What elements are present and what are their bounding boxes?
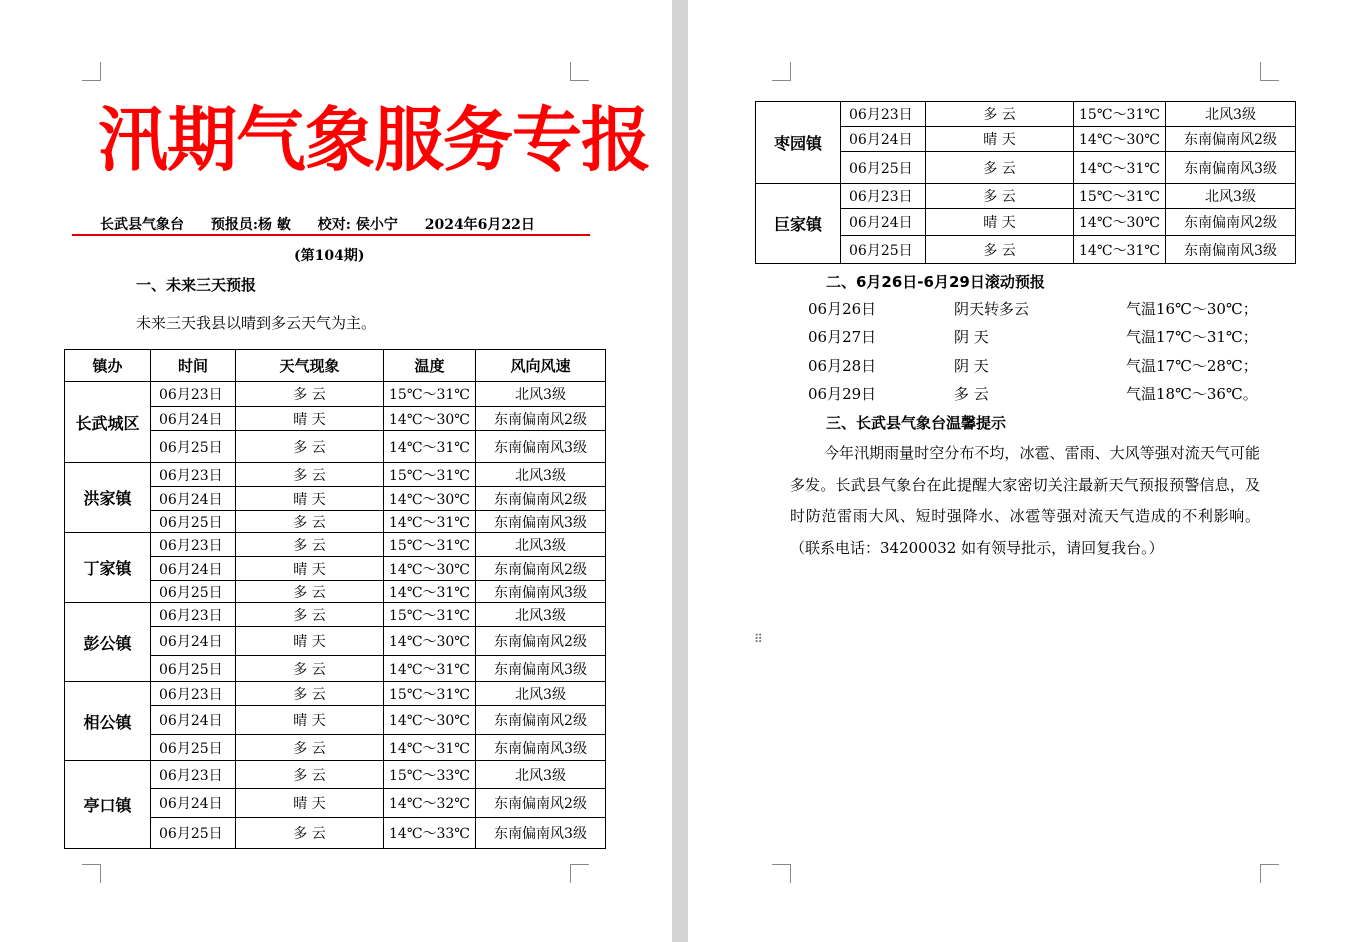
- date-cell: 06月23日: [151, 761, 236, 789]
- wind-cell: 东南偏南风3级: [476, 431, 606, 463]
- temperature-cell: 15℃～31℃: [1074, 184, 1166, 209]
- header-wind: 风向风速: [476, 350, 606, 382]
- town-name-cell: 亭口镇: [65, 761, 151, 849]
- wind-cell: 北风3级: [1166, 184, 1296, 209]
- wind-cell: 东南偏南风2级: [1166, 127, 1296, 152]
- move-handle-icon[interactable]: ⠿: [754, 632, 763, 646]
- date-cell: 06月23日: [841, 102, 926, 127]
- weather-cell: 多 云: [236, 603, 384, 627]
- temperature-cell: 14℃～31℃: [384, 431, 476, 463]
- wind-cell: 北风3级: [476, 761, 606, 789]
- date-cell: 06月25日: [151, 581, 236, 603]
- wind-cell: 北风3级: [476, 603, 606, 627]
- table-row: [756, 102, 1296, 127]
- date-cell: 06月24日: [151, 706, 236, 735]
- date-cell: 06月25日: [151, 431, 236, 463]
- forecast-weather: 阴天转多云: [954, 300, 1030, 318]
- date-cell: 06月23日: [841, 184, 926, 209]
- issue-date: 2024年6月22日: [424, 217, 535, 233]
- forecast-temperature: 气温16℃～30℃；: [1126, 300, 1258, 318]
- weather-cell: 晴 天: [926, 127, 1074, 152]
- page-gap: [672, 0, 688, 942]
- temperature-cell: 14℃～32℃: [384, 789, 476, 818]
- date-cell: 06月24日: [151, 407, 236, 431]
- section1-summary: 未来三天我县以晴到多云天气为主。: [136, 314, 377, 332]
- wind-cell: 东南偏南风3级: [1166, 152, 1296, 184]
- banner-title: 汛期气象服务专报: [98, 98, 650, 181]
- weather-cell: 晴 天: [236, 487, 384, 511]
- temperature-cell: 14℃～30℃: [1074, 209, 1166, 236]
- weather-cell: 多 云: [926, 102, 1074, 127]
- section1-heading: 一、未来三天预报: [136, 276, 257, 294]
- header-weather: 天气现象: [236, 350, 384, 382]
- section2-heading: 二、6月26日-6月29日滚动预报: [826, 273, 1045, 291]
- weather-cell: 多 云: [236, 463, 384, 487]
- temperature-cell: 14℃～31℃: [1074, 152, 1166, 184]
- forecast-date: 06月28日: [808, 357, 877, 375]
- byline: [100, 214, 557, 234]
- date-cell: 06月23日: [151, 382, 236, 407]
- temperature-cell: 14℃～30℃: [384, 627, 476, 656]
- date-cell: 06月24日: [841, 209, 926, 236]
- proofreader-name: 校对: 侯小宁: [317, 217, 398, 233]
- temperature-cell: 14℃～30℃: [384, 557, 476, 581]
- wind-cell: 东南偏南风2级: [476, 706, 606, 735]
- temperature-cell: 14℃～30℃: [384, 487, 476, 511]
- wind-cell: 东南偏南风2级: [476, 627, 606, 656]
- date-cell: 06月23日: [151, 682, 236, 706]
- temperature-cell: 14℃～30℃: [384, 407, 476, 431]
- wind-cell: 东南偏南风2级: [476, 789, 606, 818]
- temperature-cell: 15℃～31℃: [384, 682, 476, 706]
- wind-cell: 北风3级: [476, 382, 606, 407]
- issue-number: (第104期): [294, 248, 365, 264]
- date-cell: 06月24日: [151, 789, 236, 818]
- red-rule-divider: [72, 234, 590, 236]
- weather-cell: 多 云: [236, 682, 384, 706]
- temperature-cell: 14℃～31℃: [384, 656, 476, 682]
- weather-cell: 多 云: [236, 656, 384, 682]
- weather-cell: 多 云: [926, 236, 1074, 264]
- forecast-weather: 多 云: [954, 385, 989, 403]
- temperature-cell: 14℃～30℃: [1074, 127, 1166, 152]
- weather-cell: 晴 天: [236, 407, 384, 431]
- forecast-table-page1: [64, 349, 606, 849]
- date-cell: 06月25日: [841, 152, 926, 184]
- temperature-cell: 15℃～31℃: [1074, 102, 1166, 127]
- temperature-cell: 15℃～31℃: [384, 603, 476, 627]
- temperature-cell: 15℃～31℃: [384, 463, 476, 487]
- wind-cell: 东南偏南风2级: [1166, 209, 1296, 236]
- temperature-cell: 15℃～31℃: [384, 382, 476, 407]
- date-cell: 06月24日: [151, 487, 236, 511]
- forecast-temperature: 气温17℃～28℃；: [1126, 357, 1258, 375]
- crop-mark: [772, 62, 791, 81]
- wind-cell: 北风3级: [476, 682, 606, 706]
- weather-cell: 多 云: [236, 431, 384, 463]
- date-cell: 06月25日: [841, 236, 926, 264]
- wind-cell: 东南偏南风2级: [476, 557, 606, 581]
- table-row: [756, 184, 1296, 209]
- forecast-date: 06月29日: [808, 385, 877, 403]
- crop-mark: [570, 864, 589, 883]
- wind-cell: 东南偏南风3级: [476, 581, 606, 603]
- warm-tip-paragraph: 今年汛期雨量时空分布不均，冰雹、雷雨、大风等强对流天气可能多发。长武县气象台在此提醒大家密切关注最新天气预报预警信息，及时防范雷雨大风、短时强降水、冰雹等强对流天气造成的不利影响。（联系电话：34200032 如有领导批示，请回复我台。）: [790, 444, 1260, 557]
- temperature-cell: 14℃～31℃: [384, 511, 476, 533]
- date-cell: 06月25日: [151, 735, 236, 761]
- crop-mark: [82, 62, 101, 81]
- wind-cell: 北风3级: [1166, 102, 1296, 127]
- date-cell: 06月23日: [151, 463, 236, 487]
- weather-cell: 多 云: [926, 152, 1074, 184]
- crop-mark: [772, 864, 791, 883]
- station-name: 长武县气象台: [100, 217, 184, 233]
- temperature-cell: 14℃～31℃: [384, 735, 476, 761]
- weather-cell: 多 云: [236, 533, 384, 557]
- section3-heading: 三、长武县气象台温馨提示: [826, 414, 1007, 432]
- wind-cell: 东南偏南风3级: [476, 656, 606, 682]
- wind-cell: 东南偏南风3级: [476, 511, 606, 533]
- wind-cell: 北风3级: [476, 533, 606, 557]
- weather-cell: 晴 天: [236, 789, 384, 818]
- weather-cell: 多 云: [236, 735, 384, 761]
- crop-mark: [1260, 62, 1279, 81]
- town-name-cell: 丁家镇: [65, 533, 151, 603]
- weather-cell: 多 云: [236, 761, 384, 789]
- forecast-temperature: 气温17℃～31℃；: [1126, 328, 1258, 346]
- temperature-cell: 14℃～31℃: [1074, 236, 1166, 264]
- forecast-weather: 阴 天: [954, 357, 989, 375]
- town-name-cell: 彭公镇: [65, 603, 151, 682]
- town-name-cell: 洪家镇: [65, 463, 151, 533]
- weather-cell: 多 云: [236, 818, 384, 849]
- crop-mark: [1260, 864, 1279, 883]
- crop-mark: [570, 62, 589, 81]
- date-cell: 06月23日: [151, 603, 236, 627]
- temperature-cell: 14℃～30℃: [384, 706, 476, 735]
- table-row: [65, 603, 606, 627]
- wind-cell: 东南偏南风3级: [476, 735, 606, 761]
- wind-cell: 北风3级: [476, 463, 606, 487]
- weather-cell: 晴 天: [926, 209, 1074, 236]
- town-name-cell: 相公镇: [65, 682, 151, 761]
- table-row: [65, 533, 606, 557]
- forecast-date: 06月26日: [808, 300, 877, 318]
- header-temperature: 温度: [384, 350, 476, 382]
- temperature-cell: 14℃～31℃: [384, 581, 476, 603]
- temperature-cell: 15℃～31℃: [384, 533, 476, 557]
- forecast-weather: 阴 天: [954, 328, 989, 346]
- weather-cell: 多 云: [236, 382, 384, 407]
- weather-cell: 多 云: [236, 511, 384, 533]
- forecaster-name: 预报员:杨 敏: [210, 217, 291, 233]
- weather-cell: 晴 天: [236, 627, 384, 656]
- forecast-date: 06月27日: [808, 328, 877, 346]
- date-cell: 06月25日: [151, 511, 236, 533]
- weather-cell: 多 云: [236, 581, 384, 603]
- wind-cell: 东南偏南风2级: [476, 407, 606, 431]
- forecast-temperature: 气温18℃～36℃。: [1126, 385, 1258, 403]
- temperature-cell: 15℃～33℃: [384, 761, 476, 789]
- crop-mark: [82, 864, 101, 883]
- header-time: 时间: [151, 350, 236, 382]
- table-row: [65, 463, 606, 487]
- wind-cell: 东南偏南风3级: [1166, 236, 1296, 264]
- town-name-cell: 巨家镇: [756, 184, 841, 264]
- forecast-table-page2: [755, 101, 1296, 264]
- header-town: 镇办: [65, 350, 151, 382]
- date-cell: 06月23日: [151, 533, 236, 557]
- date-cell: 06月24日: [841, 127, 926, 152]
- town-name-cell: 长武城区: [65, 382, 151, 463]
- temperature-cell: 14℃～33℃: [384, 818, 476, 849]
- table-row: [65, 761, 606, 789]
- date-cell: 06月24日: [151, 557, 236, 581]
- date-cell: 06月25日: [151, 656, 236, 682]
- wind-cell: 东南偏南风3级: [476, 818, 606, 849]
- date-cell: 06月24日: [151, 627, 236, 656]
- date-cell: 06月25日: [151, 818, 236, 849]
- weather-cell: 晴 天: [236, 557, 384, 581]
- weather-cell: 晴 天: [236, 706, 384, 735]
- table-row: [65, 382, 606, 407]
- weather-cell: 多 云: [926, 184, 1074, 209]
- town-name-cell: 枣园镇: [756, 102, 841, 184]
- table-row: [65, 682, 606, 706]
- wind-cell: 东南偏南风2级: [476, 487, 606, 511]
